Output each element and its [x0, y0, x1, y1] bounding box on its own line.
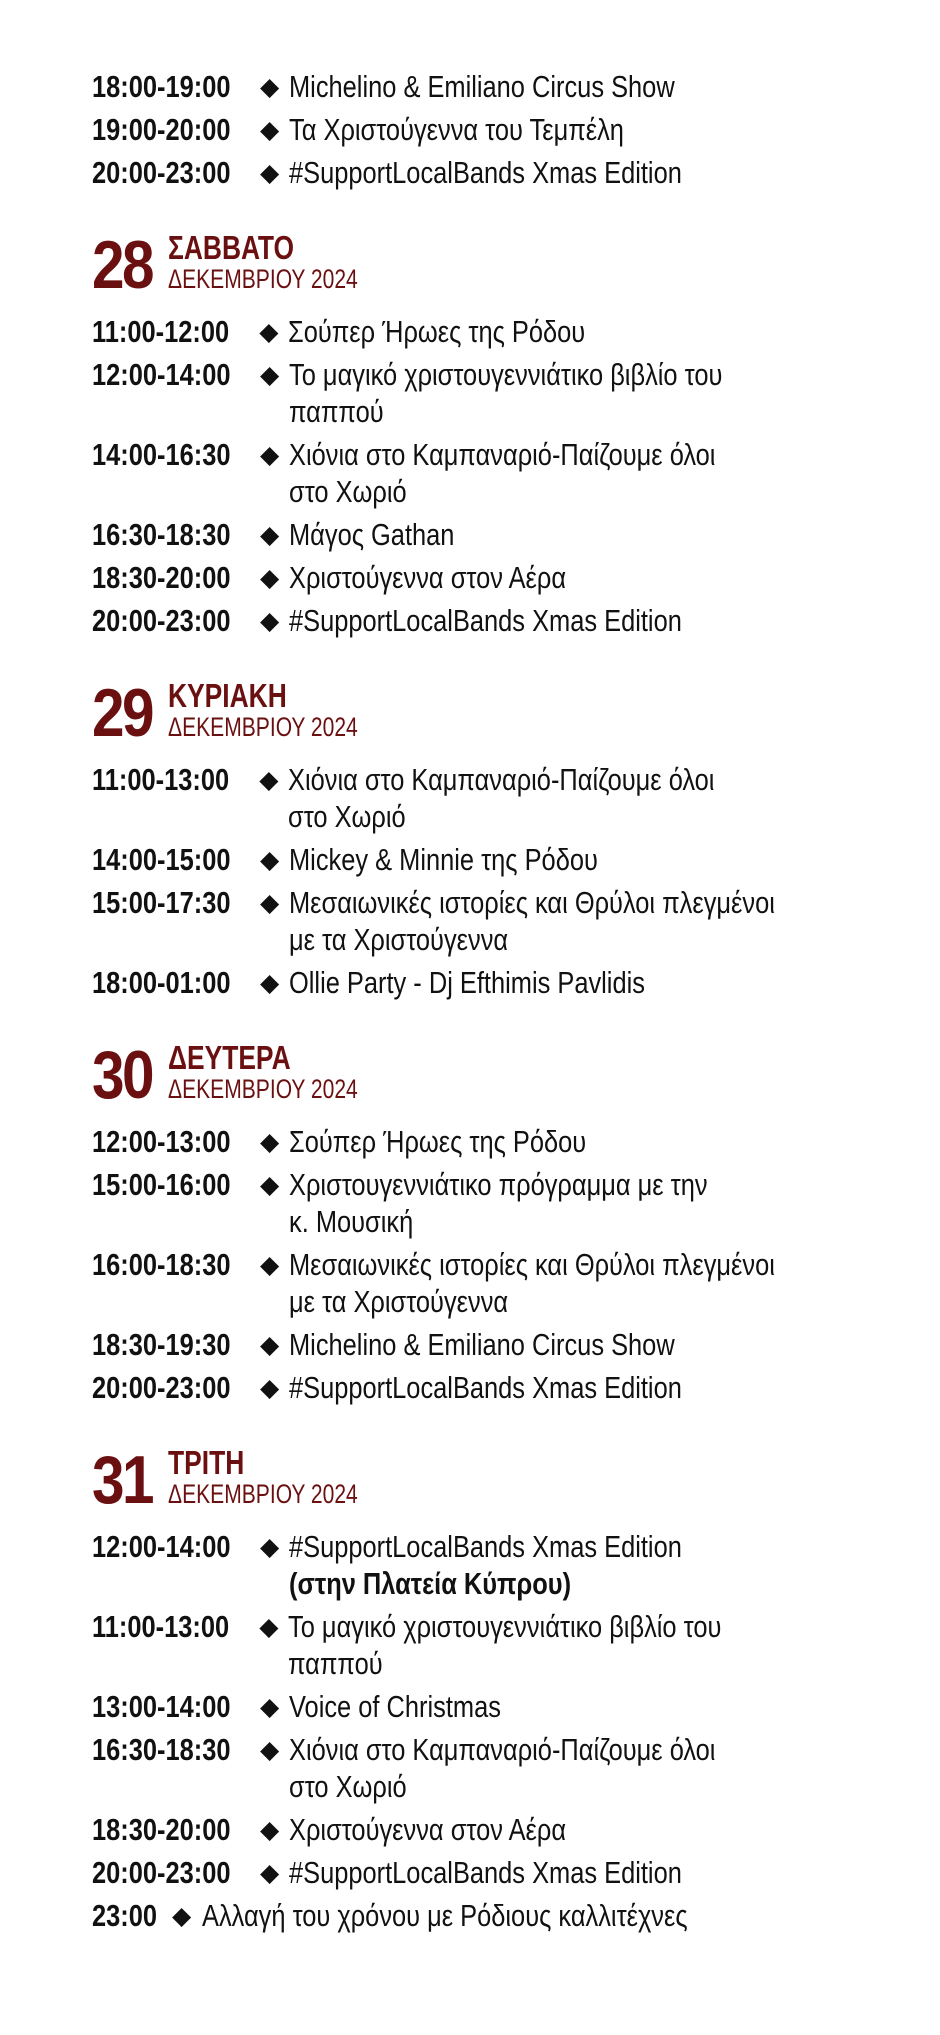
- entry-title-text: #SupportLocalBands Xmas Edition: [289, 155, 683, 190]
- day-header: [92, 227, 912, 303]
- diamond-bullet-icon: ◆: [260, 115, 280, 144]
- schedule-entry: [92, 1811, 912, 1848]
- schedule-entry: [92, 313, 912, 350]
- entry-title-text: #SupportLocalBands Xmas Edition: [289, 1529, 683, 1564]
- schedule-entry: [92, 1123, 912, 1160]
- schedule-entry: [92, 1326, 912, 1363]
- days-list: [92, 229, 912, 1934]
- schedule-entry: [92, 841, 912, 878]
- day-section: [92, 229, 912, 639]
- entry-time: 20:00-23:00: [92, 155, 231, 190]
- entry-title-text: Το μαγικό χριστουγεννιάτικο βιβλίο του παππού: [289, 357, 723, 429]
- schedule-entry: [92, 1369, 912, 1406]
- schedule-entry: [92, 1731, 912, 1805]
- entry-time: 20:00-23:00: [92, 1855, 231, 1890]
- entry-title-text: Μάγος Gathan: [289, 517, 455, 552]
- schedule-entry: [92, 111, 912, 148]
- weekday-name: ΔΕΥΤΕΡΑ: [168, 1039, 291, 1076]
- entry-title: [289, 111, 800, 148]
- entry-time: 12:00-14:00: [92, 1529, 231, 1564]
- entry-title-text: Χριστούγεννα στον Αέρα: [289, 560, 567, 595]
- entry-title: [289, 516, 800, 553]
- schedule-entry: [92, 1166, 912, 1240]
- entry-title-text: #SupportLocalBands Xmas Edition: [289, 1370, 683, 1405]
- entry-title: [289, 1811, 800, 1848]
- entry-title: [289, 436, 800, 510]
- entry-title-text: Χριστουγεννιάτικο πρόγραμμα με την κ. Μουσική: [289, 1167, 708, 1239]
- entry-title: [289, 154, 800, 191]
- diamond-bullet-icon: ◆: [260, 520, 280, 549]
- entry-title-text: Χριστούγεννα στον Αέρα: [289, 1812, 567, 1847]
- schedule-entry: [92, 1897, 912, 1934]
- entry-time: 13:00-14:00: [92, 1689, 231, 1724]
- diamond-bullet-icon: ◆: [260, 1250, 280, 1279]
- schedule-entry: [92, 1688, 912, 1725]
- entry-title: [289, 1166, 800, 1240]
- entry-title: [289, 68, 800, 105]
- entry-title: [289, 602, 800, 639]
- entry-title: [288, 1608, 799, 1682]
- entry-time: 18:00-19:00: [92, 69, 231, 104]
- entry-time: 16:00-18:30: [92, 1247, 231, 1282]
- entry-title: [289, 884, 800, 958]
- entry-time: 20:00-23:00: [92, 603, 231, 638]
- diamond-bullet-icon: ◆: [260, 1735, 280, 1764]
- day-label: [168, 1041, 411, 1104]
- entry-title-text: Michelino & Emiliano Circus Show: [289, 69, 675, 104]
- schedule-entry: [92, 884, 912, 958]
- schedule-entry: [92, 154, 912, 191]
- entry-time: 15:00-16:00: [92, 1167, 231, 1202]
- entry-title-text: Σούπερ Ήρωες της Ρόδου: [288, 314, 586, 349]
- schedule-entry: [92, 1246, 912, 1320]
- entry-title-text: Μεσαιωνικές ιστορίες και Θρύλοι πλεγμένοι με τα Χριστούγεννα: [289, 885, 776, 957]
- entry-time: 12:00-13:00: [92, 1124, 231, 1159]
- entry-time: 11:00-12:00: [92, 314, 230, 349]
- entry-title: [288, 313, 799, 350]
- entry-title: [289, 1369, 800, 1406]
- day-number: 31: [92, 1442, 152, 1518]
- day-label: [168, 231, 411, 294]
- entry-time: 11:00-13:00: [92, 762, 230, 797]
- diamond-bullet-icon: ◆: [260, 360, 280, 389]
- entry-title-text: Μεσαιωνικές ιστορίες και Θρύλοι πλεγμένοι με τα Χριστούγεννα: [289, 1247, 776, 1319]
- entry-time: 18:30-20:00: [92, 1812, 231, 1847]
- entry-title-text: Χιόνια στο Καμπαναριό-Παίζουμε όλοι στο Χωριό: [289, 1732, 716, 1804]
- entry-time: 19:00-20:00: [92, 112, 231, 147]
- weekday-name: ΤΡΙΤΗ: [168, 1444, 245, 1481]
- schedule-entry: [92, 559, 912, 596]
- entry-title: [289, 1731, 800, 1805]
- entry-title: [202, 1897, 727, 1934]
- entry-title-text: Σούπερ Ήρωες της Ρόδου: [289, 1124, 587, 1159]
- diamond-bullet-icon: ◆: [260, 440, 280, 469]
- entry-location-note: (στην Πλατεία Κύπρου): [289, 1566, 572, 1601]
- entry-time: 11:00-13:00: [92, 1609, 230, 1644]
- entry-title: [289, 1854, 800, 1891]
- entry-title: [288, 761, 799, 835]
- entry-time: 18:30-20:00: [92, 560, 231, 595]
- schedule-entry: [92, 1528, 912, 1602]
- schedule-entry: [92, 436, 912, 510]
- diamond-bullet-icon: ◆: [260, 158, 280, 187]
- diamond-bullet-icon: ◆: [260, 968, 280, 997]
- diamond-bullet-icon: ◆: [260, 72, 280, 101]
- month-year: ΔΕΚΕΜΒΡΙΟΥ 2024: [168, 712, 358, 742]
- entry-title: [289, 559, 800, 596]
- entry-title-text: Χιόνια στο Καμπαναριό-Παίζουμε όλοι στο Χωριό: [289, 437, 716, 509]
- entry-title-text: #SupportLocalBands Xmas Edition: [289, 603, 683, 638]
- month-year: ΔΕΚΕΜΒΡΙΟΥ 2024: [168, 1479, 358, 1509]
- day-header: [92, 1442, 912, 1518]
- weekday-name: ΣΑΒΒΑΤΟ: [168, 229, 295, 266]
- entry-title-text: Mickey & Minnie της Ρόδου: [289, 842, 599, 877]
- weekday-name: ΚΥΡΙΑΚΗ: [168, 677, 287, 714]
- entry-title-text: Voice of Christmas: [289, 1689, 502, 1724]
- diamond-bullet-icon: ◆: [260, 888, 280, 917]
- schedule-entry: [92, 516, 912, 553]
- diamond-bullet-icon: ◆: [260, 845, 280, 874]
- entry-title: [289, 1688, 800, 1725]
- day-number: 30: [92, 1037, 152, 1113]
- day-section: [92, 1039, 912, 1406]
- event-schedule: [92, 68, 912, 1940]
- month-year: ΔΕΚΕΜΒΡΙΟΥ 2024: [168, 1074, 358, 1104]
- entry-title: [289, 1123, 800, 1160]
- entry-title-text: Ollie Party - Dj Efthimis Pavlidis: [289, 965, 646, 1000]
- diamond-bullet-icon: ◆: [260, 1692, 280, 1721]
- day-header: [92, 1037, 912, 1113]
- entry-time: 12:00-14:00: [92, 357, 231, 392]
- diamond-bullet-icon: ◆: [260, 1373, 280, 1402]
- entry-title: [289, 964, 800, 1001]
- entry-time: 15:00-17:30: [92, 885, 231, 920]
- entry-time: 20:00-23:00: [92, 1370, 231, 1405]
- entry-title-text: Αλλαγή του χρόνου με Ρόδιους καλλιτέχνες: [202, 1898, 688, 1933]
- schedule-entry: [92, 602, 912, 639]
- entry-time: 23:00: [92, 1898, 158, 1933]
- schedule-entry: [92, 964, 912, 1001]
- day-section: [92, 1444, 912, 1934]
- entry-title-text: Χιόνια στο Καμπαναριό-Παίζουμε όλοι στο Χωριό: [288, 762, 715, 834]
- diamond-bullet-icon: ◆: [260, 1815, 280, 1844]
- schedule-entry: [92, 1608, 912, 1682]
- day-section: [92, 677, 912, 1001]
- day-label: [168, 679, 411, 742]
- diamond-bullet-icon: ◆: [260, 1170, 280, 1199]
- schedule-entry: [92, 356, 912, 430]
- entry-title: [289, 841, 800, 878]
- entry-time: 16:30-18:30: [92, 1732, 231, 1767]
- diamond-bullet-icon: ◆: [260, 1858, 280, 1887]
- entry-title-text: Michelino & Emiliano Circus Show: [289, 1327, 675, 1362]
- day-header: [92, 675, 912, 751]
- diamond-bullet-icon: ◆: [260, 606, 280, 635]
- entry-time: 16:30-18:30: [92, 517, 231, 552]
- schedule-entry: [92, 1854, 912, 1891]
- entry-time: 14:00-16:30: [92, 437, 231, 472]
- entry-title: [289, 356, 800, 430]
- entry-time: 18:30-19:30: [92, 1327, 231, 1362]
- diamond-bullet-icon: ◆: [172, 1901, 192, 1930]
- entry-title-text: #SupportLocalBands Xmas Edition: [289, 1855, 683, 1890]
- diamond-bullet-icon: ◆: [259, 1612, 279, 1641]
- schedule-entry: [92, 761, 912, 835]
- intro-entries: [92, 68, 912, 191]
- entry-time: 14:00-15:00: [92, 842, 231, 877]
- month-year: ΔΕΚΕΜΒΡΙΟΥ 2024: [168, 264, 358, 294]
- diamond-bullet-icon: ◆: [259, 317, 279, 346]
- diamond-bullet-icon: ◆: [260, 1127, 280, 1156]
- entry-time: 18:00-01:00: [92, 965, 231, 1000]
- entry-title: [289, 1246, 800, 1320]
- diamond-bullet-icon: ◆: [260, 1532, 280, 1561]
- diamond-bullet-icon: ◆: [260, 1330, 280, 1359]
- entry-title: [289, 1326, 800, 1363]
- schedule-entry: [92, 68, 912, 105]
- day-label: [168, 1446, 411, 1509]
- entry-title: [289, 1528, 800, 1602]
- diamond-bullet-icon: ◆: [259, 765, 279, 794]
- day-number: 28: [92, 227, 152, 303]
- entry-title-text: Τα Χριστούγεννα του Τεμπέλη: [289, 112, 625, 147]
- day-number: 29: [92, 675, 152, 751]
- entry-title-text: Το μαγικό χριστουγεννιάτικο βιβλίο του παππού: [288, 1609, 722, 1681]
- diamond-bullet-icon: ◆: [260, 563, 280, 592]
